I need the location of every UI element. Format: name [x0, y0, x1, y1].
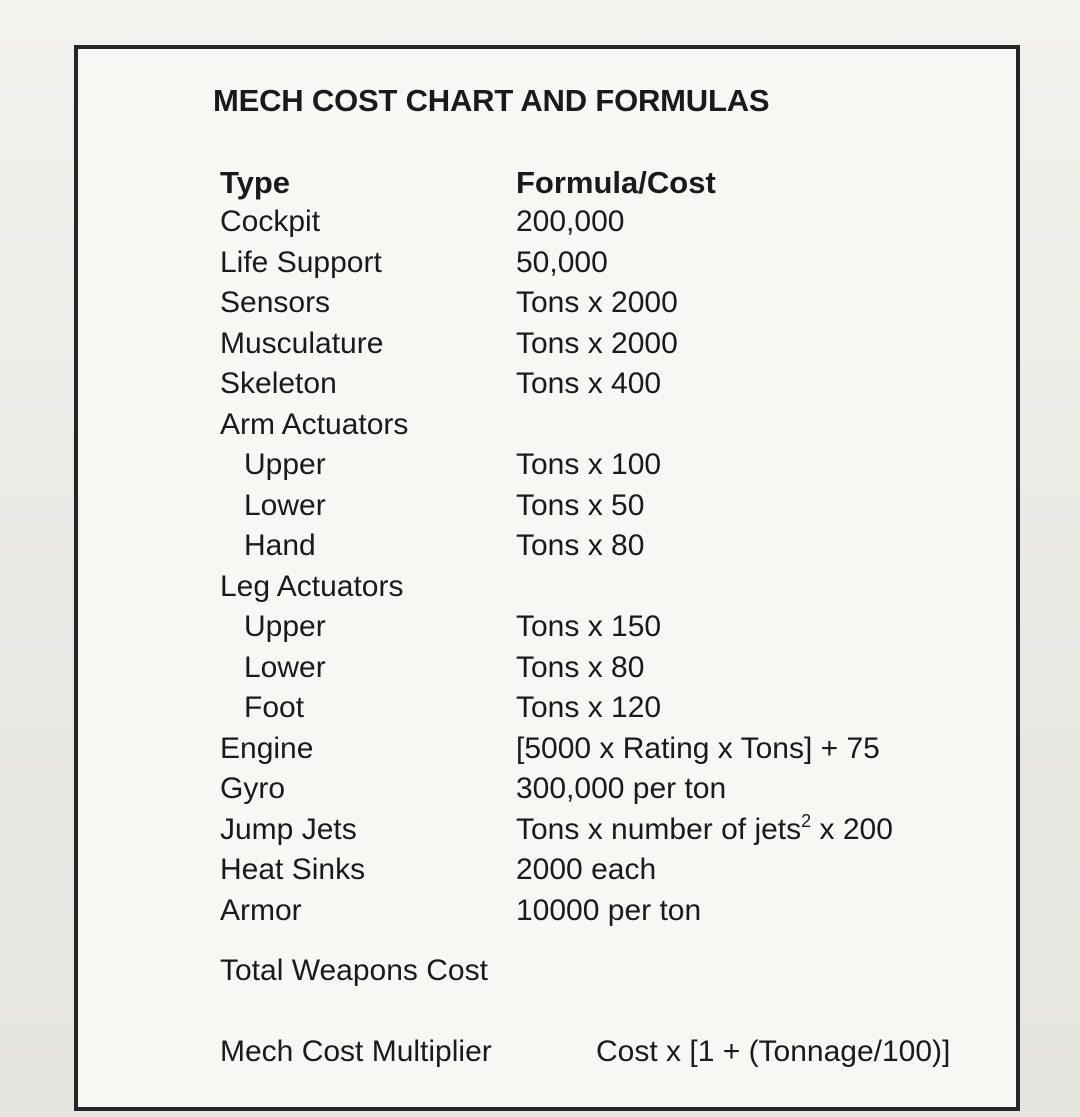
table-row	[78, 529, 1016, 570]
row-cost: Tons x 80	[516, 650, 645, 684]
table-row	[78, 894, 1016, 935]
row-type: Engine	[220, 731, 314, 765]
chart-title: MECH COST CHART AND FORMULAS	[213, 83, 770, 118]
row-type: Arm Actuators	[220, 407, 409, 441]
cost-text-tail: x 200	[811, 812, 893, 846]
row-cost: Tons x 2000	[516, 286, 678, 319]
table-row	[78, 205, 1016, 246]
table-row	[78, 246, 1016, 287]
superscript-exponent: 2	[801, 810, 812, 831]
table-row	[78, 651, 1016, 692]
row-type: Jump Jets	[220, 812, 357, 846]
table-row	[78, 408, 1016, 449]
table-row	[78, 810, 1016, 854]
row-type: Foot	[244, 691, 305, 724]
row-cost: Cost x [1 + (Tonnage/100)]	[596, 1034, 951, 1068]
table-row	[78, 853, 1016, 894]
row-type: Lower	[244, 488, 326, 522]
table-row	[78, 772, 1016, 813]
row-type: Leg Actuators	[220, 569, 404, 603]
table-row	[78, 367, 1016, 408]
row-type: Skeleton	[220, 367, 337, 400]
row-cost: 300,000 per ton	[516, 772, 727, 805]
cost-chart-box	[74, 45, 1020, 1111]
row-cost: Tons x 150	[516, 610, 662, 643]
row-type: Total Weapons Cost	[220, 954, 488, 987]
table-row	[78, 610, 1016, 651]
row-cost: 200,000	[516, 205, 625, 238]
table-row	[78, 691, 1016, 732]
row-type: Hand	[244, 529, 316, 562]
row-type: Lower	[244, 650, 326, 684]
row-type: Life Support	[220, 245, 382, 279]
row-cost: Tons x 400	[516, 367, 662, 400]
row-cost: Tons x 80	[516, 529, 645, 562]
row-type: Cockpit	[220, 205, 321, 238]
table-row	[78, 954, 1016, 995]
row-type: Mech Cost Multiplier	[220, 1034, 492, 1068]
row-cost: Tons x 50	[516, 488, 645, 522]
row-cost: [5000 x Rating x Tons] + 75	[516, 731, 880, 765]
row-type: Musculature	[220, 326, 384, 360]
row-cost: Tons x 2000	[516, 326, 678, 360]
row-type: Armor	[220, 893, 302, 927]
table-row	[78, 570, 1016, 611]
row-type: Upper	[244, 448, 326, 481]
row-type: Sensors	[220, 286, 331, 319]
row-type: Upper	[244, 610, 326, 643]
row-cost: Tons x 100	[516, 448, 662, 481]
row-cost: Tons x 120	[516, 691, 662, 724]
cost-table	[78, 205, 1016, 1075]
table-row	[78, 489, 1016, 530]
table-row	[78, 327, 1016, 368]
table-row	[78, 1035, 1016, 1076]
type-column-header: Type	[220, 165, 291, 200]
row-cost: 10000 per ton	[516, 893, 702, 927]
table-row	[78, 732, 1016, 773]
row-cost: 50,000	[516, 245, 608, 279]
cost-text: Tons x number of jets	[516, 812, 802, 846]
cost-column-header: Formula/Cost	[516, 165, 716, 200]
row-type: Gyro	[220, 772, 286, 805]
row-type: Heat Sinks	[220, 853, 366, 886]
table-row	[78, 286, 1016, 327]
table-row	[78, 448, 1016, 489]
row-cost: 2000 each	[516, 853, 657, 886]
row-cost	[516, 810, 893, 847]
